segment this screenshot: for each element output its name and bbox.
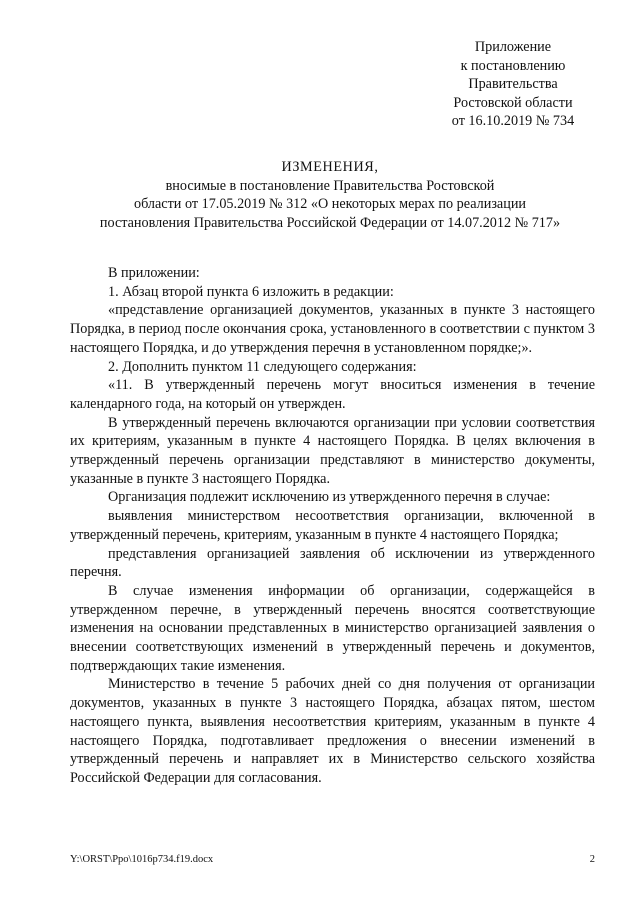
paragraph: «представление организацией документов, указанных в пункте 3 настоящего Порядка, в период после окончания срока, установленного в соответствии с пунктом 3 настоящего Порядка, и до утверждения перечня в установленном порядке;». <box>70 302 595 356</box>
annex-line: Ростовской области <box>453 94 573 111</box>
paragraph: Организация подлежит исключению из утвержденного перечня в случае: <box>108 489 551 506</box>
annex-block <box>418 38 608 131</box>
document-body <box>70 264 595 788</box>
paragraph: 1. Абзац второй пункта 6 изложить в редакции: <box>108 283 394 300</box>
paragraph: В случае изменения информации об организации, содержащейся в утвержденном перечне, в утвержденный перечень вносятся соответствующие изменения на основании представленных в министерство организацией заявления о внесении соответствующих изменений в утвержденный перечень и документов, подтверждающих такие изменения. <box>70 582 595 674</box>
paragraph: представления организацией заявления об исключении из утвержденного перечня. <box>70 545 595 581</box>
paragraph: Министерство в течение 5 рабочих дней со дня получения от организации документов, указанных в пункте 3 настоящего Порядка, абзацах пятом, шестом настоящего пункта, выявления несоответствия критериям, указанным в пункте 4 настоящего Порядка, подготавливает предложения о внесении изменений в утвержденный перечень и направляет их в Министерство сельского хозяйства Российской Федерации для согласования. <box>70 676 595 786</box>
document-title <box>95 158 565 232</box>
title-line: вносимые в постановление Правительства Ростовской <box>165 177 495 194</box>
paragraph: выявления министерством несоответствия организации, включенной в утвержденный перечень, критериям, указанным в пункте 4 настоящего Порядка; <box>70 508 595 543</box>
paragraph: В утвержденный перечень включаются организации при условии соответствия их критериям, указанным в пункте 4 настоящего Порядка. В целях включения в утвержденный перечень организации представляют в министерство документы, указанные в пункте 3 настоящего Порядка. <box>70 414 595 487</box>
title-line: области от 17.05.2019 № 312 «О некоторых мерах по реализации <box>133 196 527 213</box>
paragraph: «11. В утвержденный перечень могут вноситься изменения в течение календарного года, на который он утвержден. <box>70 377 595 412</box>
paragraph: 2. Дополнить пунктом 11 следующего содержания: <box>108 358 417 375</box>
annex-line: Правительства <box>468 76 558 93</box>
title-heading: ИЗМЕНЕНИЯ, <box>281 159 379 175</box>
page-number: 2 <box>589 854 595 865</box>
annex-line: Приложение <box>474 39 552 55</box>
paragraph: В приложении: <box>108 265 200 281</box>
title-line: постановления Правительства Российской Федерации от 14.07.2012 № 717» <box>99 214 561 231</box>
annex-line: к постановлению <box>460 57 566 74</box>
annex-line: от 16.10.2019 № 734 <box>451 113 575 130</box>
file-path: Y:\ORST\Ppo\1016p734.f19.docx <box>70 854 214 865</box>
